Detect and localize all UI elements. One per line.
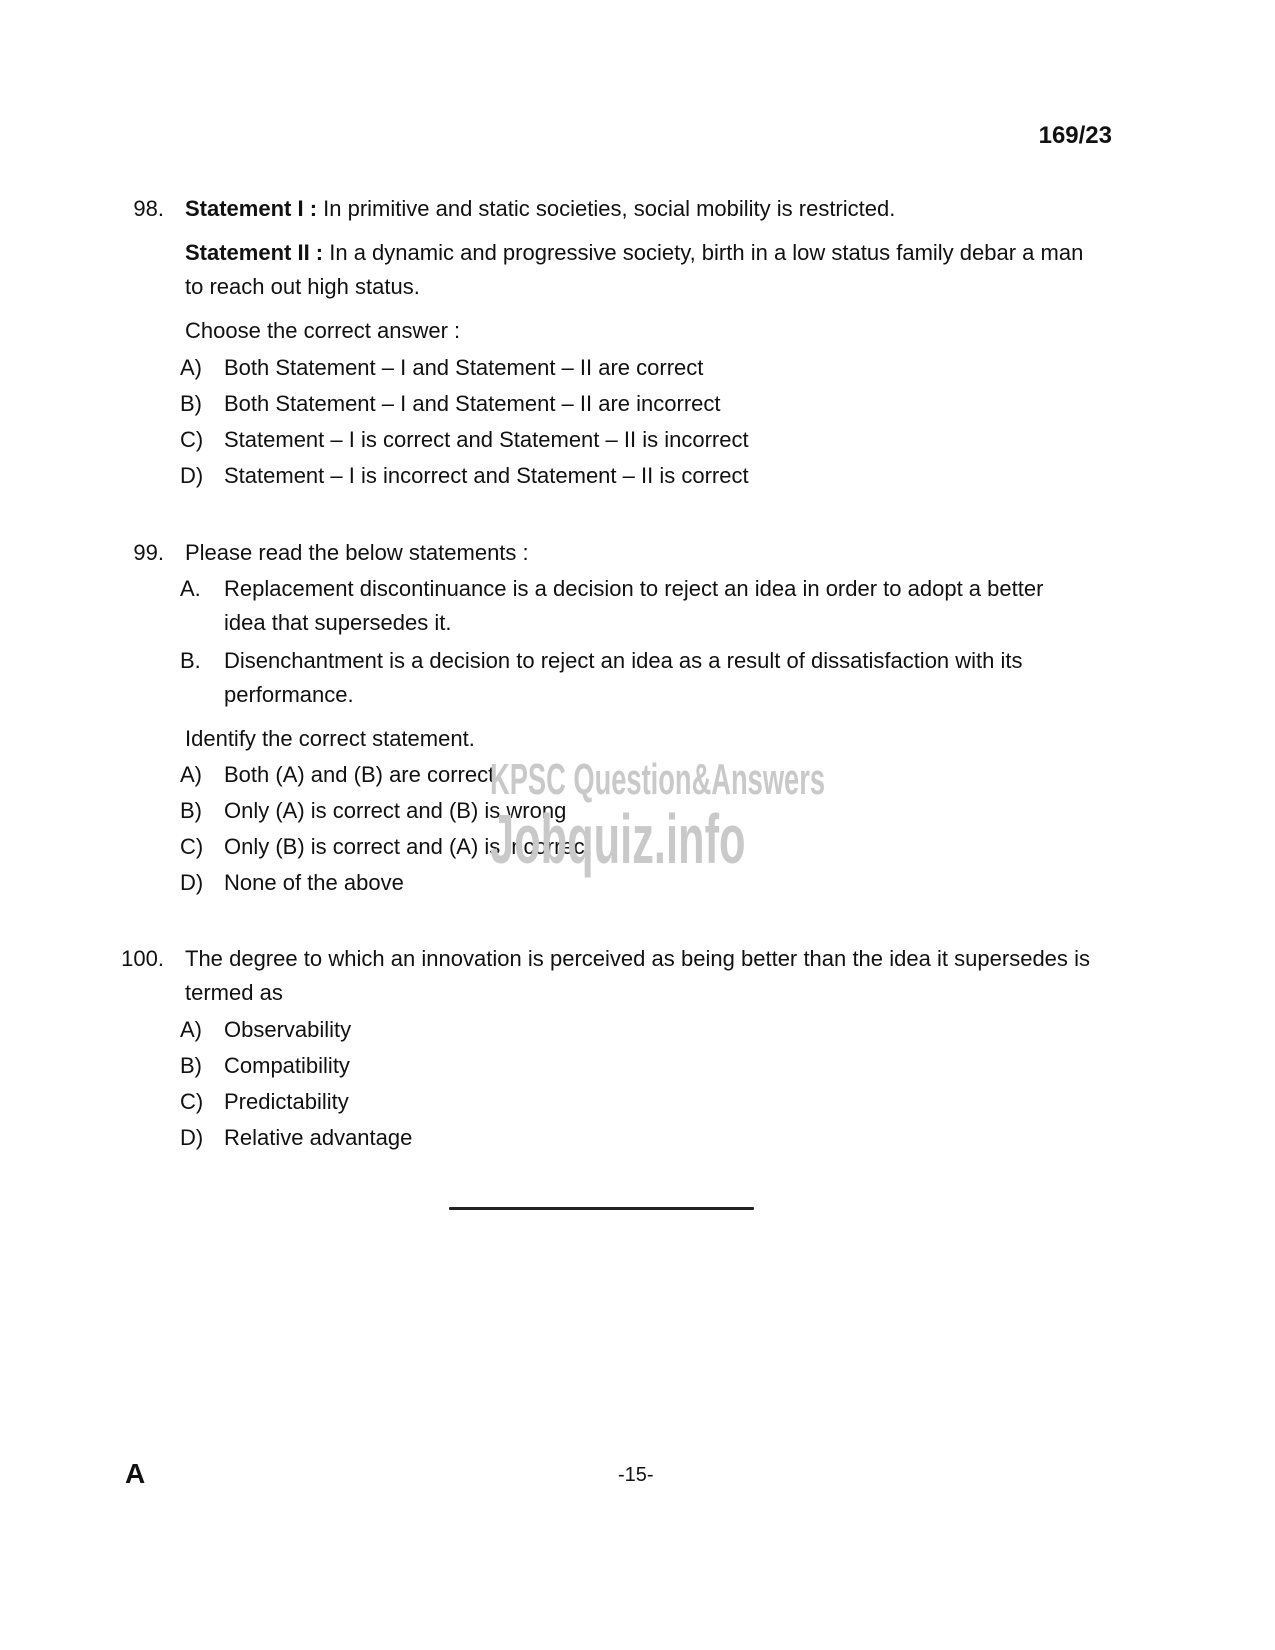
option-text: Statement – I is correct and Statement – II is incorrect (224, 427, 749, 452)
question-prompt: Choose the correct answer : (185, 318, 461, 343)
question-number: 100. (121, 946, 164, 971)
option-text: Only (A) is correct and (B) is wrong (224, 798, 567, 823)
statement-text: Disenchantment is a decision to reject an idea as a result of dissatisfaction with its performance. (224, 648, 1023, 707)
option-label: C) (180, 834, 204, 859)
statement-2-label: Statement II : (185, 240, 324, 265)
option-text: None of the above (224, 870, 404, 895)
statement-2 (185, 236, 1090, 304)
option-label: A) (180, 355, 202, 380)
paper-code: 169/23 (1038, 122, 1112, 149)
option-label: D) (180, 463, 204, 488)
statement-text: Replacement discontinuance is a decision to reject an idea in order to adopt a better idea that supersedes it. (224, 576, 1044, 635)
option-text: Both (A) and (B) are correct (224, 762, 495, 787)
question-text: The degree to which an innovation is perceived as being better than the idea it supersedes is termed as (185, 946, 1090, 1005)
series-code: A (125, 1458, 146, 1489)
option-label: A) (180, 762, 202, 787)
page-number: -15- (618, 1464, 654, 1486)
option-text: Relative advantage (224, 1125, 413, 1150)
watermark-line-1: KPSC Question&Answers (490, 755, 826, 804)
option-label: D) (180, 1125, 204, 1150)
question-prompt: Identify the correct statement. (185, 726, 475, 751)
statement-2-text: In a dynamic and progressive society, birth in a low status family debar a man to reach out high status. (185, 240, 1084, 299)
option-label: A) (180, 1017, 202, 1042)
statement-1-text: In primitive and static societies, social mobility is restricted. (317, 196, 896, 221)
option-label: B) (180, 798, 202, 823)
option-text: Observability (224, 1017, 352, 1042)
option-text: Only (B) is correct and (A) is incorrect (224, 834, 591, 859)
statement-1 (185, 192, 1090, 226)
statement-label: A. (180, 576, 201, 601)
option-text: Compatibility (224, 1053, 350, 1078)
statement-label: B. (180, 648, 201, 673)
option-label: D) (180, 870, 204, 895)
option-text: Both Statement – I and Statement – II are incorrect (224, 391, 721, 416)
question-intro: Please read the below statements : (185, 540, 529, 565)
question-number: 99. (133, 540, 164, 565)
option-label: C) (180, 1089, 204, 1114)
statement-1-label: Statement I : (185, 196, 318, 221)
option-text: Predictability (224, 1089, 349, 1114)
option-text: Statement – I is incorrect and Statement – II is correct (224, 463, 749, 488)
option-label: B) (180, 1053, 202, 1078)
option-label: B) (180, 391, 202, 416)
question-number: 98. (133, 196, 164, 221)
end-divider (449, 1207, 754, 1210)
option-text: Both Statement – I and Statement – II are correct (224, 355, 704, 380)
watermark-line-2: Jobquiz.info (490, 800, 746, 878)
option-label: C) (180, 427, 204, 452)
